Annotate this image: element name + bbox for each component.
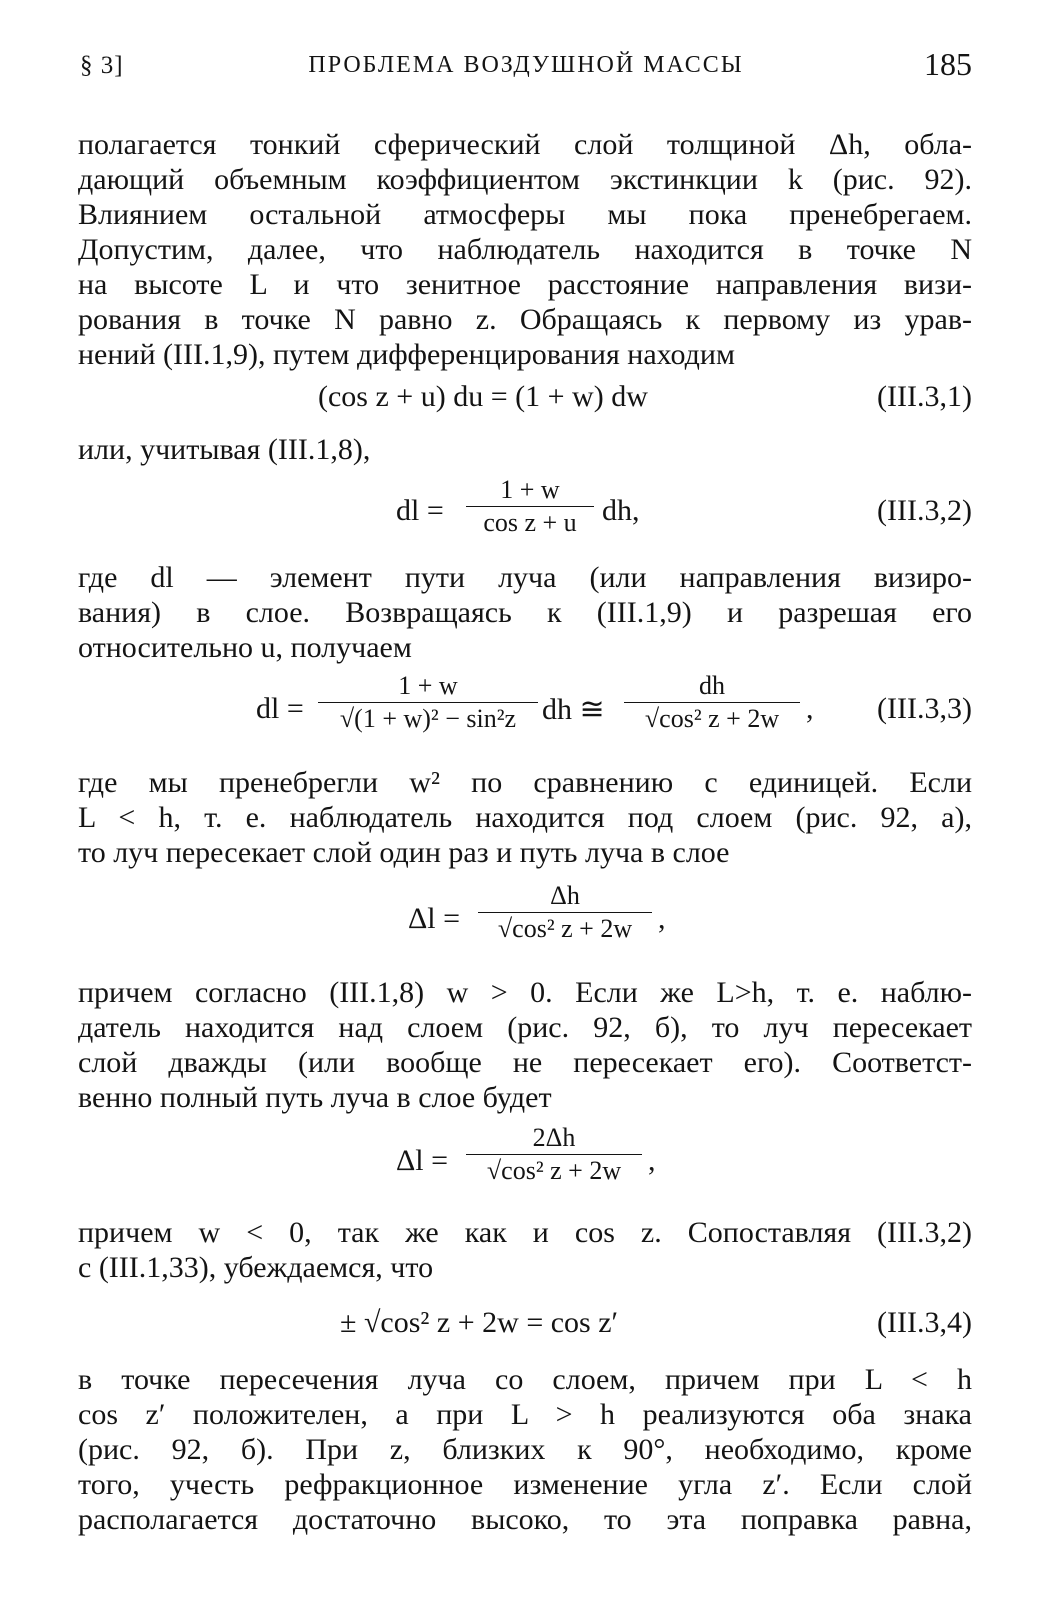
equation-iii-3-3 <box>78 672 972 744</box>
equation-tail: , <box>648 1144 656 1177</box>
text-line: дающий объемным коэффициентом экстинкции k (рис. 92). <box>78 163 972 196</box>
fraction-denominator: √cos² z + 2w <box>644 704 780 733</box>
equation-number: (III.3,1) <box>877 380 972 413</box>
text-line: на высоте L и что зенитное расстояние направления визи- <box>78 268 972 301</box>
equation-delta-l-single <box>78 882 972 954</box>
text-line: (рис. 92, б). При z, близких к 90°, необходимо, кроме <box>78 1433 972 1466</box>
fraction-bar <box>318 702 538 703</box>
text-line: располагается достаточно высоко, то эта поправка равна, <box>78 1503 972 1536</box>
equation-lhs: Δl = <box>408 902 461 935</box>
fraction-denominator: √cos² z + 2w <box>486 1156 622 1185</box>
text-line: вания) в слое. Возвращаясь к (III.1,9) и разрешая его <box>78 596 972 629</box>
text-line: нений (III.1,9), путем дифференцирования находим <box>78 338 735 371</box>
text-line: где мы пренебрегли w² по сравнению с единицей. Если <box>78 766 972 799</box>
fraction <box>318 672 538 733</box>
fraction-numerator: 1 + w <box>500 475 560 504</box>
running-header <box>80 46 972 88</box>
fraction-bar <box>624 702 800 703</box>
equation-iii-3-1 <box>78 380 972 420</box>
text-line: с (III.1,33), убеждаемся, что <box>78 1251 434 1284</box>
equation-tail: , <box>806 692 814 725</box>
fraction-numerator: 1 + w <box>398 671 458 700</box>
section-marker: § 3] <box>80 52 124 79</box>
text-line: Допустим, далее, что наблюдатель находится в точке N <box>78 233 972 266</box>
fraction-numerator: 2Δh <box>532 1123 576 1152</box>
fraction-denominator: cos z + u <box>483 508 577 537</box>
text-line: рования в точке N равно z. Обращаясь к первому из урав- <box>78 303 972 336</box>
text-line: датель находится над слоем (рис. 92, б), то луч пересекает <box>78 1011 972 1044</box>
text-line: то луч пересекает слой один раз и путь луча в слое <box>78 836 730 869</box>
equation-lhs: dl = <box>396 494 444 527</box>
text-line: где dl — элемент пути луча (или направления визиро- <box>78 561 972 594</box>
fraction <box>466 1124 642 1185</box>
text-line: в точке пересечения луча со слоем, причем при L < h <box>78 1363 972 1396</box>
text-line: причем согласно (III.1,8) w > 0. Если же L>h, т. е. наблю- <box>78 976 972 1009</box>
equation-expression: ± √cos² z + 2w = cos z′ <box>340 1306 619 1339</box>
equation-lhs: Δl = <box>396 1144 449 1177</box>
text-line: полагается тонкий сферический слой толщиной Δh, обла- <box>78 128 972 161</box>
fraction-numerator: dh <box>699 671 725 700</box>
chapter-title: ПРОБЛЕМА ВОЗДУШНОЙ МАССЫ <box>308 52 744 78</box>
page-number: 185 <box>924 46 972 82</box>
fraction-numerator: Δh <box>550 881 580 910</box>
text-line: слой дважды (или вообще не пересекает его). Соответст- <box>78 1046 972 1079</box>
equation-iii-3-2 <box>78 476 972 546</box>
fraction <box>624 672 800 733</box>
text-line: того, учесть рефракционное изменение угла z′. Если слой <box>78 1468 972 1501</box>
equation-tail: , <box>658 902 666 935</box>
fraction-bar <box>466 1154 642 1155</box>
text-line: венно полный путь луча в слое будет <box>78 1081 552 1114</box>
equation-iii-3-4 <box>78 1306 972 1346</box>
text-line: L < h, т. е. наблюдатель находится под слоем (рис. 92, а), <box>78 801 972 834</box>
text-line: cos z′ положителен, а при L > h реализуются оба знака <box>78 1398 972 1431</box>
text-line: или, учитывая (III.1,8), <box>78 433 371 466</box>
fraction <box>466 476 594 537</box>
equation-number: (III.3,4) <box>877 1306 972 1339</box>
equation-tail: dh, <box>602 494 640 527</box>
fraction-denominator: √cos² z + 2w <box>497 914 633 943</box>
equation-lhs: dl = <box>256 692 304 725</box>
text-line: относительно u, получаем <box>78 631 412 664</box>
equation-number: (III.3,2) <box>877 494 972 527</box>
equation-number: (III.3,3) <box>877 692 972 725</box>
fraction-bar <box>466 506 594 507</box>
fraction <box>478 882 652 943</box>
equation-expression: (cos z + u) du = (1 + w) dw <box>318 380 648 413</box>
text-line: Влиянием остальной атмосферы мы пока пренебрегаем. <box>78 198 972 231</box>
fraction-denominator: √(1 + w)² − sin²z <box>339 704 517 733</box>
equation-delta-l-double <box>78 1124 972 1196</box>
equation-middle: dh ≅ <box>542 693 605 726</box>
fraction-bar <box>478 912 652 913</box>
text-line: причем w < 0, так же как и cos z. Сопоставляя (III.3,2) <box>78 1216 972 1249</box>
